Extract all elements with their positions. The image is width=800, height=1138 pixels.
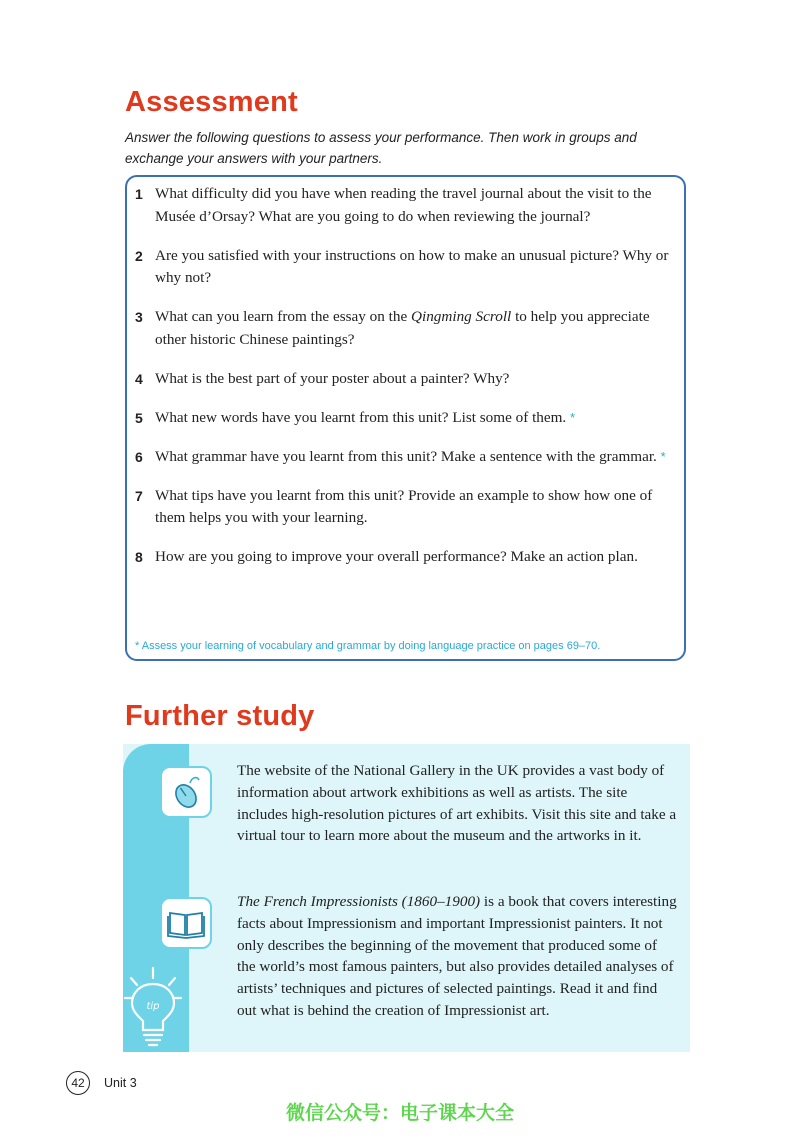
question-3 xyxy=(135,306,680,351)
question-number: 3 xyxy=(135,309,143,325)
icon-strip xyxy=(123,744,189,1052)
question-text-end: to help you appreciate other historic Chinese paintings? xyxy=(155,308,650,348)
question-text xyxy=(155,407,680,430)
question-5 xyxy=(135,407,680,430)
footnote-star: * xyxy=(660,448,666,464)
watermark: 微信公众号：电子课本大全 xyxy=(285,1102,514,1124)
lightbulb-icon xyxy=(123,964,189,1057)
unit-label: Unit 3 xyxy=(104,1076,137,1090)
website-recommendation: The website of the National Gallery in the UK provides a vast body of information about artwork exhibitions as well as artists. The site includes high-resolution pictures of art exhibits. Visit this site and take a virtual tour to learn more about the museum and the artworks in it. xyxy=(237,762,677,845)
question-text xyxy=(155,306,680,351)
question-6 xyxy=(135,446,680,469)
lightbulb-label: tip xyxy=(146,1001,160,1012)
assessment-intro: Answer the following questions to assess your performance. Then work in groups and exchange your answers with your partners. xyxy=(125,130,637,166)
painting-title: Qingming Scroll xyxy=(411,308,512,325)
questions-box xyxy=(125,175,686,661)
question-text-body: What grammar have you learnt from this unit? Make a sentence with the grammar. xyxy=(155,447,657,465)
mouse-icon xyxy=(160,766,212,818)
question-8 xyxy=(135,546,680,569)
question-text: What tips have you learnt from this unit? Provide an example to show how one of them helps you with your learning. xyxy=(155,486,653,526)
assessment-title: Assessment xyxy=(125,86,298,118)
question-text: What is the best part of your poster about a painter? Why? xyxy=(155,369,510,387)
question-number: 4 xyxy=(135,370,143,387)
further-study-panel xyxy=(123,744,690,1052)
question-2 xyxy=(135,245,680,290)
question-number: 7 xyxy=(135,487,143,504)
question-1 xyxy=(135,183,680,228)
question-text-body: What new words have you learnt from this unit? List some of them. xyxy=(155,408,567,426)
question-text-start: What can you learn from the essay on the xyxy=(155,308,411,325)
page-number: 42 xyxy=(66,1071,90,1095)
question-text: What difficulty did you have when reading the travel journal about the visit to the Musée d’Orsay? What are you going to do when reviewing the journal? xyxy=(155,185,652,225)
footnote-star: * xyxy=(570,409,576,425)
question-7 xyxy=(135,485,680,530)
question-list xyxy=(135,183,680,585)
question-number: 8 xyxy=(135,549,143,565)
further-study-title: Further study xyxy=(125,700,315,732)
assessment-footnote: * Assess your learning of vocabulary and grammar by doing language practice on pages 69–70. xyxy=(135,640,601,652)
question-4 xyxy=(135,368,680,391)
question-number: 2 xyxy=(135,247,143,264)
question-number: 5 xyxy=(135,409,143,426)
book-description: is a book that covers interesting facts about Impressionism and important Impressionist painters. It not only describes the beginning of the movement that produced some of the world’s most famous painters, but also provides detailed analyses of artists’ techniques and pictures of selected paintings. Read it and find out what is behind the creation of Impressionist art. xyxy=(237,893,677,1019)
question-number: 6 xyxy=(135,448,143,465)
question-number: 1 xyxy=(135,186,143,202)
page-footer xyxy=(66,1071,137,1095)
question-text: How are you going to improve your overall performance? Make an action plan. xyxy=(155,548,638,565)
book-recommendation xyxy=(237,891,677,1022)
book-title: The French Impressionists (1860–1900) xyxy=(237,893,481,910)
book-icon xyxy=(160,897,212,949)
question-text: Are you satisfied with your instructions on how to make an unusual picture? Why or why not? xyxy=(155,246,669,286)
question-text xyxy=(155,446,680,469)
